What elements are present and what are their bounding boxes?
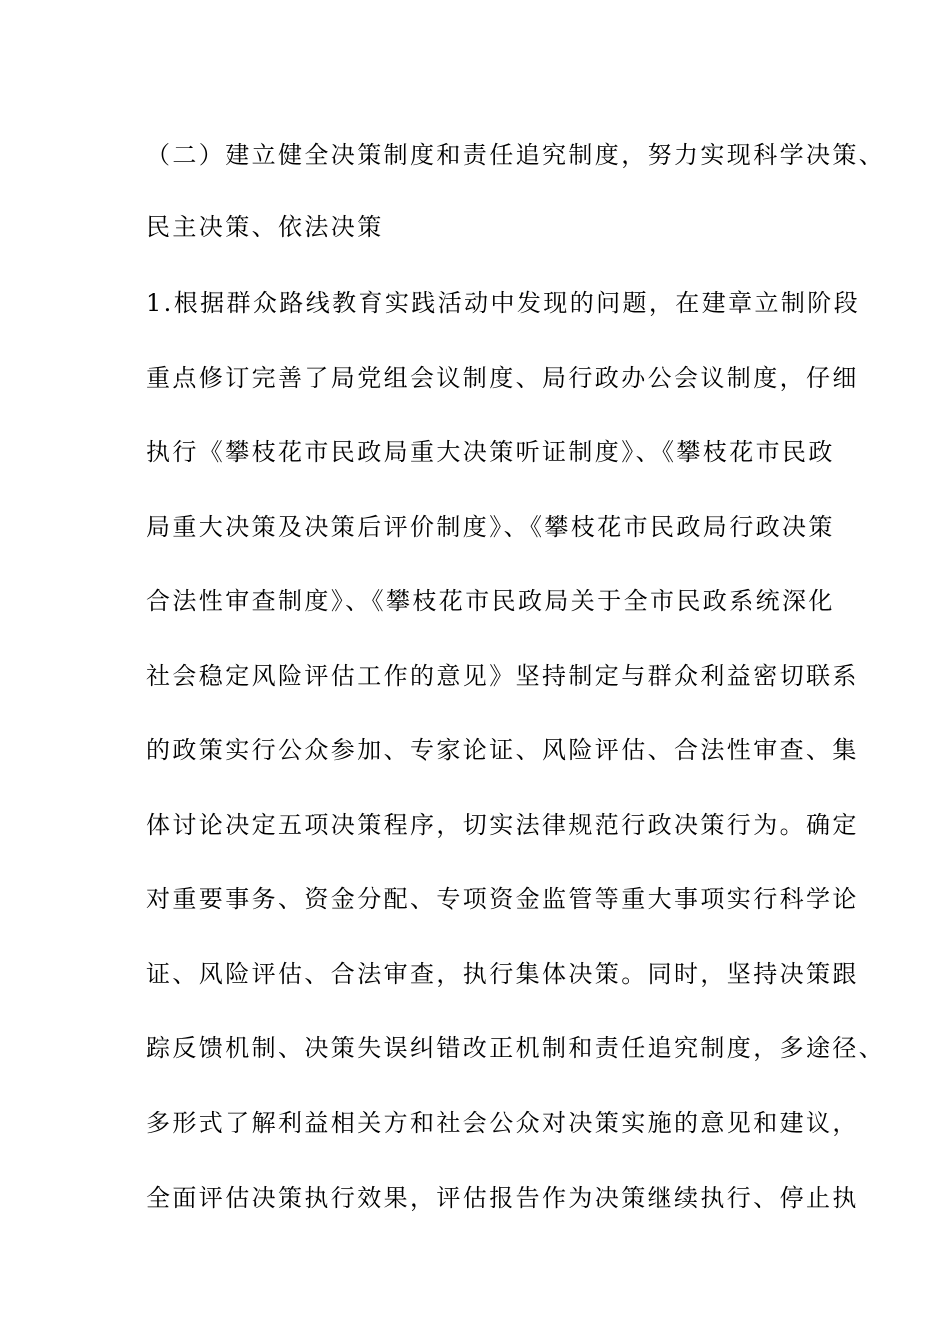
paragraph-line: 多形式了解利益相关方和社会公众对决策实施的意见和建议， xyxy=(146,1109,859,1137)
paragraph-line: 社会稳定风险评估工作的意见》坚持制定与群众利益密切联系 xyxy=(146,662,859,690)
paragraph-line: 全面评估决策执行效果，评估报告作为决策继续执行、停止执 xyxy=(146,1184,859,1212)
section-heading-line-2: 民主决策、依法决策 xyxy=(146,213,384,241)
paragraph-line: 合法性审查制度》、《攀枝花市民政局关于全市民政系统深化 xyxy=(146,587,835,615)
paragraph-line: 体讨论决定五项决策程序，切实法律规范行政决策行为。确定 xyxy=(146,811,859,839)
paragraph-line: 对重要事务、资金分配、专项资金监管等重大事项实行科学论 xyxy=(146,885,859,913)
paragraph-line: 踪反馈机制、决策失误纠错改正机制和责任追究制度，多途径、 xyxy=(146,1034,886,1062)
section-heading-line-1: （二）建立健全决策制度和责任追究制度，努力实现科学决策、 xyxy=(146,141,886,169)
paragraph-line: 证、风险评估、合法审查，执行集体决策。同时，坚持决策跟 xyxy=(146,960,859,988)
paragraph-line: 执行《攀枝花市民政局重大决策听证制度》、《攀枝花市民政 xyxy=(146,438,835,466)
paragraph-line: 局重大决策及决策后评价制度》、《攀枝花市民政局行政决策 xyxy=(146,513,835,541)
paragraph-line: 1.根据群众路线教育实践活动中发现的问题，在建章立制阶段 xyxy=(146,289,861,317)
paragraph-line: 的政策实行公众参加、专家论证、风险评估、合法性审查、集 xyxy=(146,736,859,764)
paragraph-line: 重点修订完善了局党组会议制度、局行政办公会议制度，仔细 xyxy=(146,364,859,392)
